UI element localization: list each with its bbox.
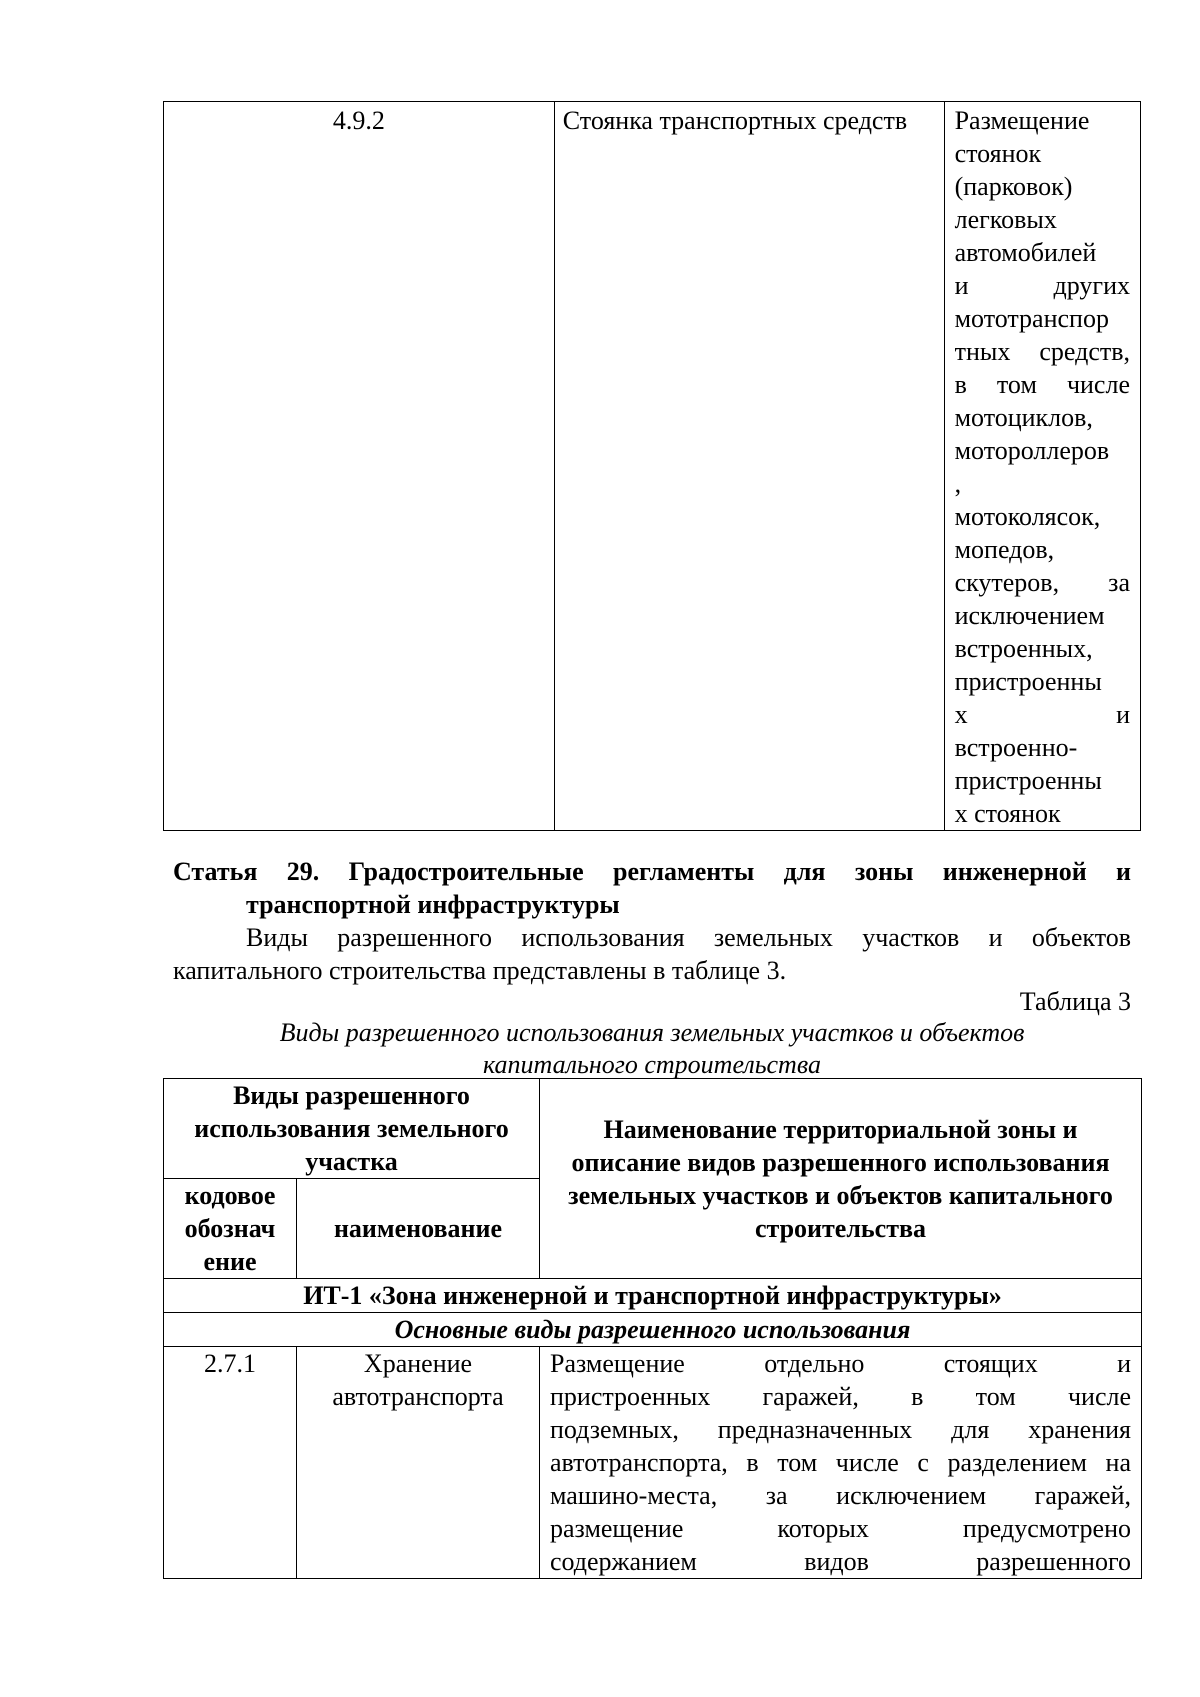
row-description-cell <box>540 1347 1142 1579</box>
description-line: подземных, предназначенных для хранения <box>550 1415 1131 1444</box>
table-caption <box>163 1017 1141 1081</box>
continuation-table <box>163 101 1141 831</box>
table-3 <box>163 1078 1142 1579</box>
description-line: Размещение отдельно стоящих и <box>550 1349 1131 1378</box>
intro-line1: Виды разрешенного использования земельных участков и объектов <box>246 923 1131 952</box>
description-line: Размещение <box>954 106 1090 135</box>
zone-title-cell: ИТ-1 «Зона инженерной и транспортной инфраструктуры» <box>164 1279 1142 1313</box>
header-description-cell: Наименование территориальной зоны и описание видов разрешенного использования земельных участков и объектов капитального строительства <box>540 1079 1142 1279</box>
description-line: мотороллеров <box>954 436 1110 465</box>
name-cell: Стоянка транспортных средств <box>554 102 944 831</box>
description-line: и других <box>954 271 1130 300</box>
caption-line2: капитального строительства <box>483 1050 821 1079</box>
article-heading <box>173 855 1131 921</box>
description-line: мотоциклов, <box>954 403 1093 432</box>
description-line: пристроенных гаражей, в том числе <box>550 1382 1131 1411</box>
header-row-1 <box>164 1079 1142 1179</box>
table-row <box>164 102 1141 831</box>
description-line: содержанием видов разрешенного <box>550 1547 1131 1576</box>
header-code-cell: кодовое обознач ение <box>164 1179 297 1279</box>
description-line: автомобилей <box>954 238 1097 267</box>
description-line: х и <box>954 700 1130 729</box>
description-line: исключением <box>954 601 1105 630</box>
caption-line1: Виды разрешенного использования земельных участков и объектов <box>279 1018 1025 1047</box>
description-line: мототранспор <box>954 304 1109 333</box>
description-line: в том числе <box>954 370 1130 399</box>
table-row <box>164 1347 1142 1579</box>
code-cell: 4.9.2 <box>164 102 555 831</box>
article-heading-line2: транспортной инфраструктуры <box>246 890 620 919</box>
description-line: скутеров, за <box>954 568 1130 597</box>
description-line: мопедов, <box>954 535 1055 564</box>
description-line: легковых <box>954 205 1057 234</box>
zone-row <box>164 1279 1142 1313</box>
description-line: тных средств, <box>954 337 1130 366</box>
description-line: пристроенны <box>954 667 1102 696</box>
description-line: автотранспорта, в том числе с разделением на <box>550 1448 1131 1477</box>
description-line: встроенно- <box>954 733 1078 762</box>
intro-paragraph <box>173 921 1131 987</box>
header-group-cell: Виды разрешенного использования земельного участка <box>164 1079 540 1179</box>
row-name-cell: Хранение автотранспорта <box>297 1347 540 1579</box>
description-line: мотоколясок, <box>954 502 1101 531</box>
description-line: стоянок <box>954 139 1042 168</box>
description-cell <box>944 102 1140 831</box>
description-line: пристроенны <box>954 766 1102 795</box>
description-line: встроенных, <box>954 634 1093 663</box>
article-heading-line1: Статья 29. Градостроительные регламенты для зоны инженерной и <box>173 857 1131 886</box>
intro-line2: капитального строительства представлены в таблице 3. <box>173 956 787 985</box>
description-line: размещение которых предусмотрено <box>550 1514 1131 1543</box>
row-code-cell: 2.7.1 <box>164 1347 297 1579</box>
description-line: (парковок) <box>954 172 1073 201</box>
section-title-cell: Основные виды разрешенного использования <box>164 1313 1142 1347</box>
description-line: машино-места, за исключением гаражей, <box>550 1481 1131 1510</box>
section-row <box>164 1313 1142 1347</box>
description-line: , <box>954 469 962 498</box>
description-line: х стоянок <box>954 799 1061 828</box>
table-label: Таблица 3 <box>1019 987 1131 1016</box>
header-name-cell: наименование <box>297 1179 540 1279</box>
